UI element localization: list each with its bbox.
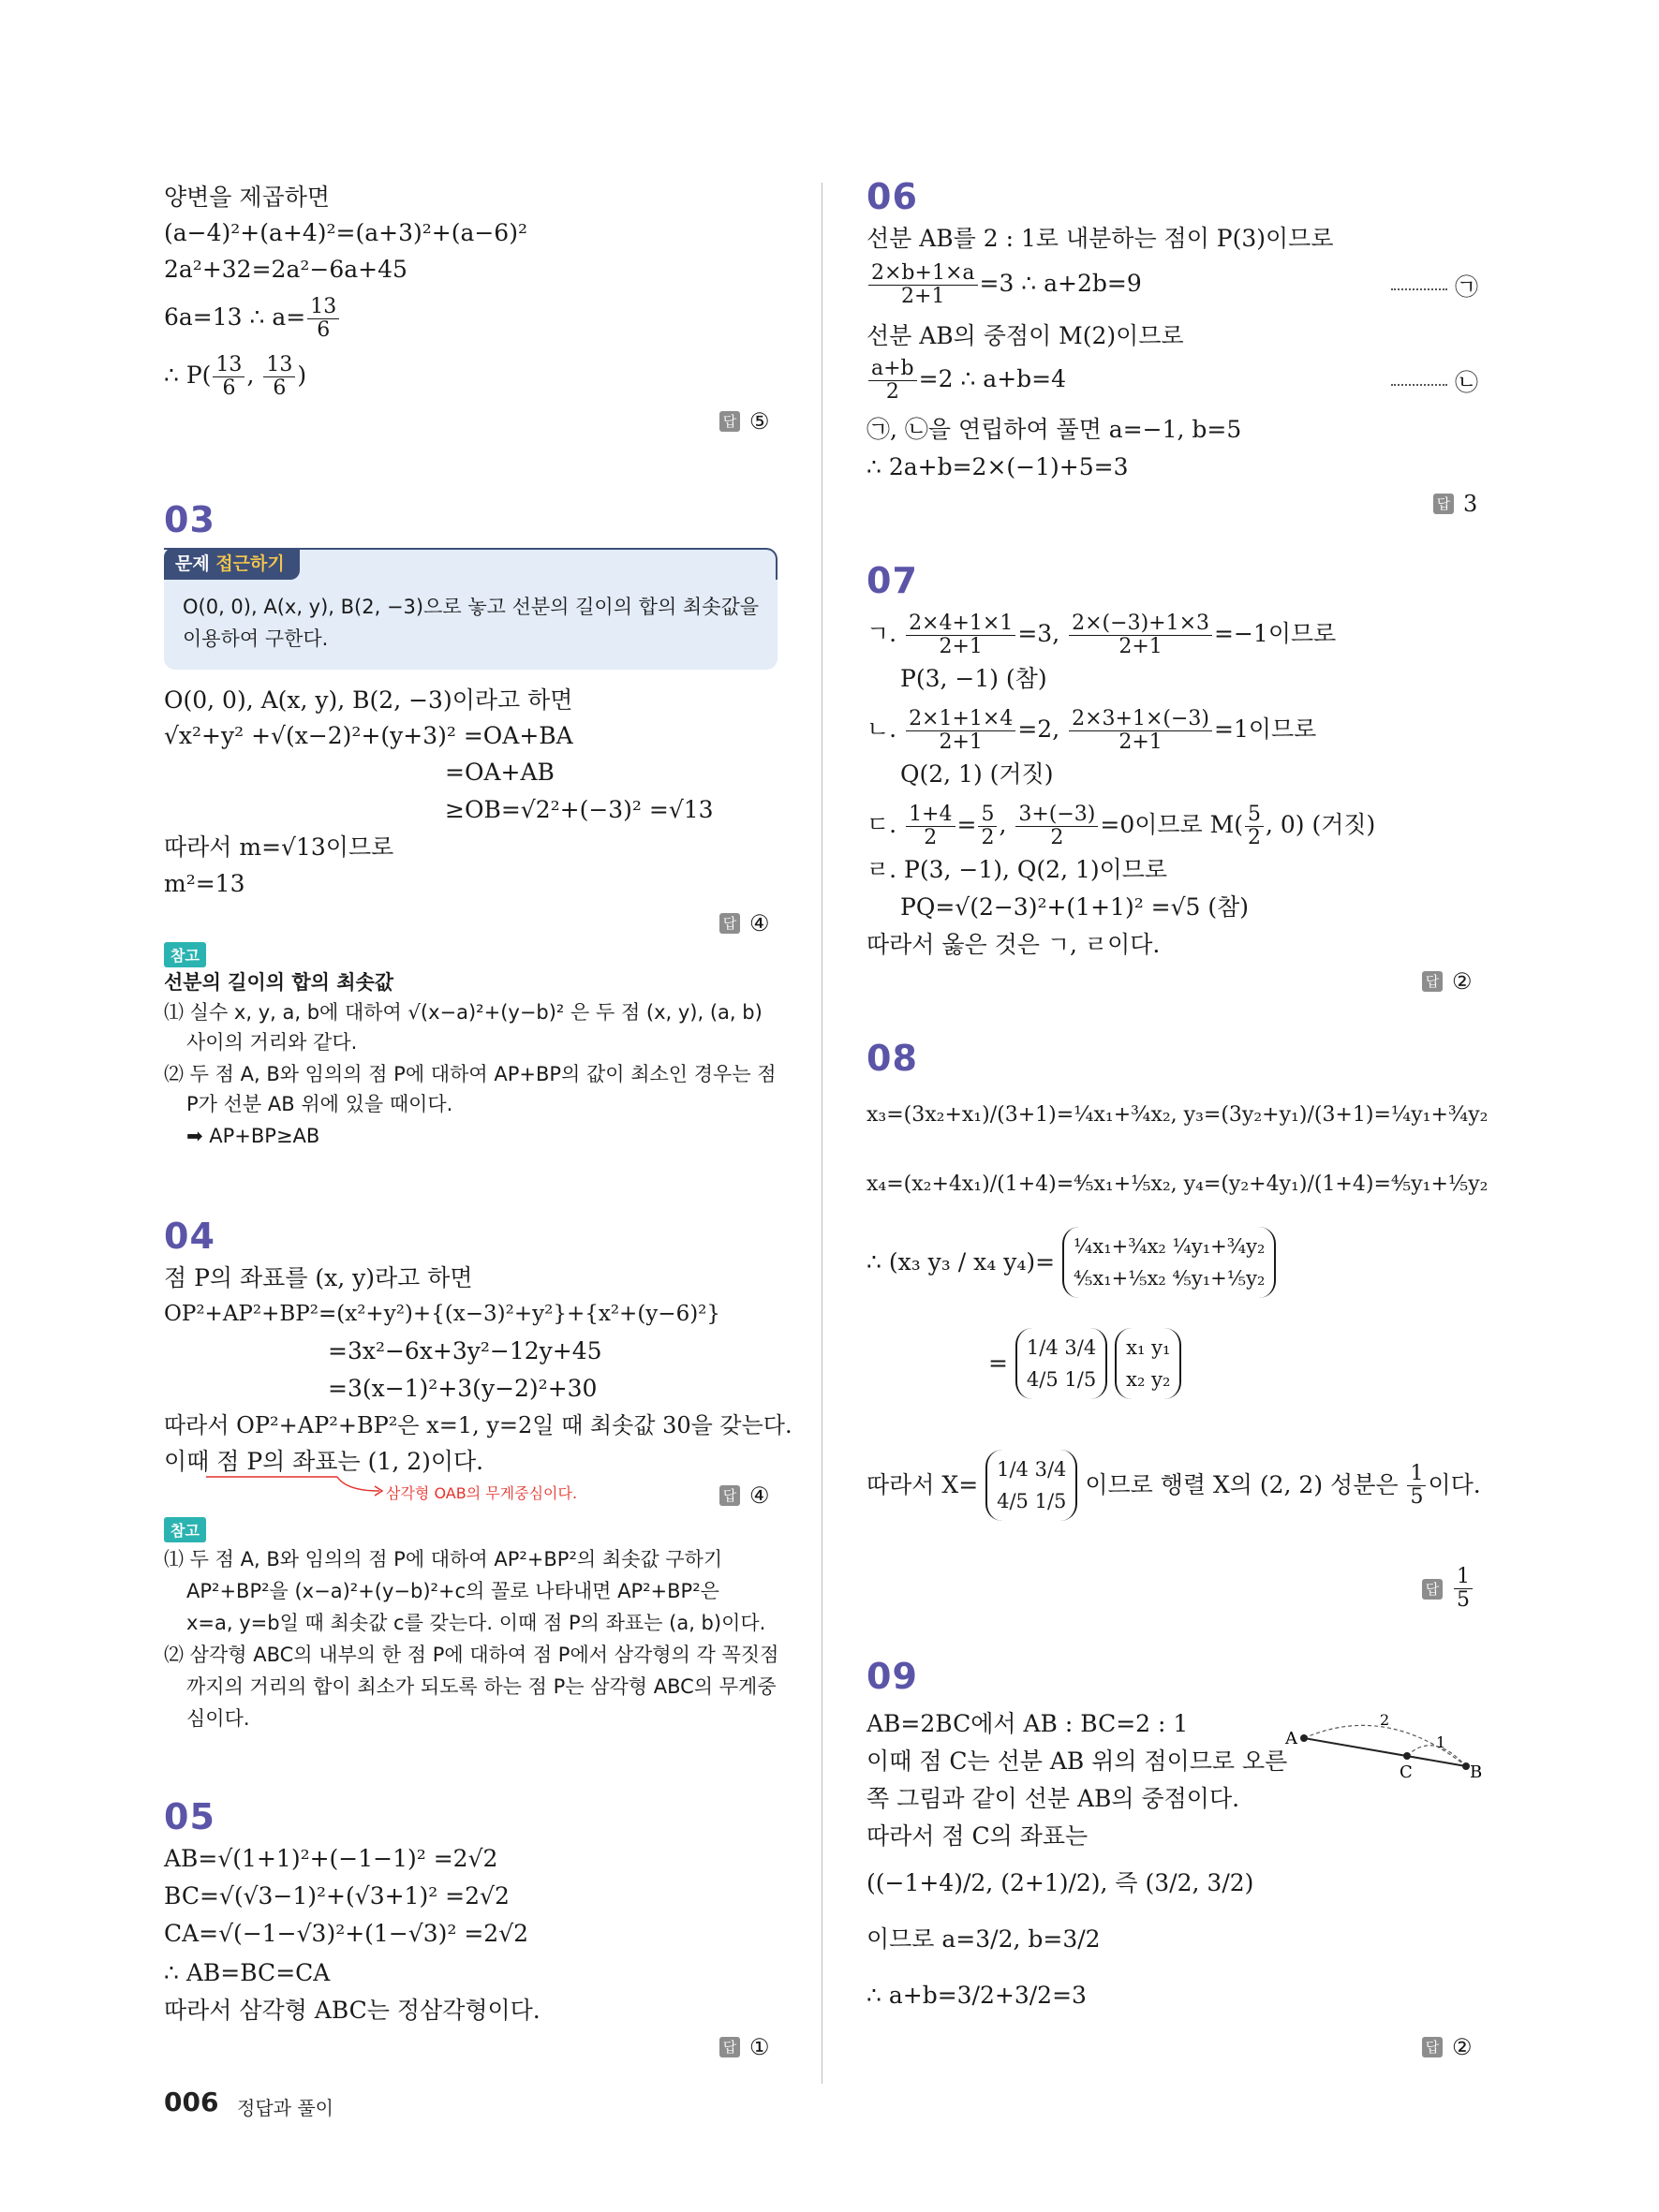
q07-item-d2: PQ=√(2−3)²+(1+1)² =√5 (참)	[900, 893, 1250, 921]
answer-icon: 답	[1422, 2037, 1443, 2057]
q09-line7: ∴ a+b=3/2+3/2=3	[867, 1982, 1087, 2009]
q03-line2: √x²+y² +√(x−2)²+(y+3)² =OA+BA	[164, 722, 573, 749]
q07-number: 07	[867, 560, 918, 601]
q04-ref-2c: 심이다.	[186, 1707, 250, 1730]
q04-number: 04	[164, 1216, 215, 1257]
reference-line-1: ⑴ 실수 x, y, a, b에 대하여 √(x−a)²+(y−b)² 은 두 점 (x, y), (a, b)	[164, 1001, 763, 1024]
approach-text-2: 이용하여 구한다.	[183, 627, 329, 650]
q07-item-a: ㄱ. $\frac{2\times 4+1\times 1}{2+1}$ =3, $\frac{2\times(-3)+1\times 3}{2+1}$ =−1이므로	[867, 612, 1337, 658]
answer-icon: 답	[1433, 494, 1454, 514]
point-a-label: A	[1285, 1729, 1297, 1748]
q06-line3: 선분 AB의 중점이 M(2)이므로	[867, 322, 1184, 349]
q03-number: 03	[164, 499, 215, 540]
approach-box	[164, 548, 778, 670]
q08-answer: 답 $\frac{1}{5}$	[1422, 1566, 1474, 1612]
q07-answer: 답 ②	[1422, 968, 1473, 995]
q05-line5: 따라서 삼각형 ABC는 정삼각형이다.	[164, 1997, 541, 2024]
q04-line5: 따라서 OP²+AP²+BP²은 x=1, y=2일 때 최솟값 30을 갖는다.	[164, 1412, 792, 1438]
q07-item-c: ㄷ. $\frac{1+4}{2}$ = $\frac{5}{2}$ , $\frac{3+(-3)}{2}$ =0이므로 M( $\frac{5}{2}$ , 0) (거짓)	[867, 803, 1376, 849]
reference-line-1b: 사이의 거리와 같다.	[186, 1031, 358, 1054]
q06-marker2: ㉡	[1391, 369, 1478, 397]
q04-line2: OP²+AP²+BP²=(x²+y²)+{(x−3)²+y²}+{x²+(y−6)²}	[164, 1302, 721, 1326]
q09-line2: 이때 점 C는 선분 AB 위의 점이므로 오른	[867, 1747, 1288, 1775]
q04-line3: =3x²−6x+3y²−12y+45	[328, 1337, 602, 1364]
q06-line4: $\frac{a+b}{2}$ =2 ∴ a+b=4	[867, 358, 1066, 404]
q04-line4: =3(x−1)²+3(y−2)²+30	[328, 1375, 598, 1402]
q06-line2: $\frac{2\times b+1\times a}{2+1}$ =3 ∴ a+2b=9	[867, 262, 1142, 308]
length-1-label: 1	[1436, 1733, 1446, 1751]
q09-number: 09	[867, 1656, 918, 1697]
reference-line-3: ➡ AP+BP≥AB	[186, 1125, 320, 1147]
q02-answer: 답 ⑤	[719, 408, 770, 435]
approach-tab: 문제 접근하기	[164, 548, 300, 580]
q03-line5: 따라서 m=√13이므로	[164, 833, 394, 861]
q05-line2: BC=√(√3−1)²+(√3+1)² =2√2	[164, 1882, 510, 1910]
answer-icon: 답	[719, 913, 740, 934]
q03-answer: 답 ④	[719, 910, 770, 936]
q03-line3: =OA+AB	[445, 759, 555, 786]
answer-icon: 답	[719, 411, 740, 432]
q08-conclusion: 따라서 X= 1/4 3/4 4/5 1/5 이므로 행렬 X의 (2, 2) 성분은 $\frac{1}{5}$ 이다.	[867, 1450, 1481, 1521]
q06-answer: 답 3	[1433, 491, 1477, 517]
q09-line4: 따라서 점 C의 좌표는	[867, 1822, 1089, 1850]
q08-matrix-eq2: = 1/4 3/4 4/5 1/5 x₁ y₁ x₂ y₂	[988, 1328, 1181, 1399]
q02-line4: 6a=13 ∴ a= $\frac{13}{6}$	[164, 296, 341, 342]
reference-line-2: ⑵ 두 점 A, B와 임의의 점 P에 대하여 AP+BP의 값이 최소인 경우는 점	[164, 1063, 777, 1085]
q07-item-b: ㄴ. $\frac{2\times 1+1\times 4}{2+1}$ =2, $\frac{2\times 3+1\times(-3)}{2+1}$ =1이므로	[867, 707, 1317, 754]
point-c-label: C	[1400, 1762, 1413, 1782]
q04-line6: 이때 점 P의 좌표는 (1, 2)이다.	[164, 1448, 484, 1475]
q07-item-d1: ㄹ. P(3, −1), Q(2, 1)이므로	[867, 856, 1168, 883]
reference-title: 선분의 길이의 합의 최솟값	[164, 971, 394, 994]
q06-line6: ∴ 2a+b=2×(−1)+5=3	[867, 453, 1129, 480]
q02-line3: 2a²+32=2a²−6a+45	[164, 256, 407, 283]
answer-icon: 답	[719, 1485, 740, 1506]
answer-icon: 답	[719, 2037, 740, 2057]
reference-line-2b: P가 선분 AB 위에 있을 때이다.	[186, 1093, 453, 1115]
q07-item-a2: P(3, −1) (참)	[900, 665, 1047, 692]
q04-ref-1: ⑴ 두 점 A, B와 임의의 점 P에 대하여 AP²+BP²의 최솟값 구하기	[164, 1548, 723, 1571]
q09-answer: 답 ②	[1422, 2034, 1473, 2060]
q07-item-b2: Q(2, 1) (거짓)	[900, 760, 1054, 788]
reference-badge: 참고	[164, 942, 206, 967]
q02-line5: ∴ P( $\frac{13}{6}$ , $\frac{13}{6}$ )	[164, 353, 307, 400]
answer-icon: 답	[1422, 971, 1443, 992]
reference-badge-2: 참고	[164, 1517, 206, 1542]
q03-line4: ≥OB=√2²+(−3)² =√13	[445, 796, 714, 823]
q02-line2: (a−4)²+(a+4)²=(a+3)²+(a−6)²	[164, 219, 527, 246]
segment-figure	[1283, 1712, 1485, 1796]
answer-icon: 답	[1422, 1579, 1443, 1600]
q08-line2: x₄=(x₂+4x₁)/(1+4)=⅘x₁+⅕x₂, y₄=(y₂+4y₁)/(1+4)=⅘y₁+⅕y₂	[867, 1172, 1489, 1196]
footer-title: 정답과 풀이	[237, 2097, 333, 2119]
q02-line1: 양변을 제곱하면	[164, 184, 330, 211]
q04-answer: 답 ④	[719, 1482, 770, 1509]
page-number: 006	[164, 2087, 219, 2117]
q05-number: 05	[164, 1796, 215, 1837]
q05-line4: ∴ AB=BC=CA	[164, 1959, 331, 1986]
centroid-note: 삼각형 OAB의 무게중심이다.	[386, 1484, 578, 1502]
q05-line1: AB=√(1+1)²+(−1−1)² =2√2	[164, 1845, 498, 1872]
q04-ref-1b: AP²+BP²을 (x−a)²+(y−b)²+c의 꼴로 나타내면 AP²+BP²은	[186, 1580, 719, 1602]
q08-matrix-eq1: ∴ (x₃ y₃ / x₄ y₄)= ¼x₁+¾x₂ ¼y₁+¾y₂ ⅘x₁+⅕x₂ ⅘y₁+⅕y₂	[867, 1227, 1276, 1298]
q03-line6: m²=13	[164, 870, 245, 897]
q04-ref-2: ⑵ 삼각형 ABC의 내부의 한 점 P에 대하여 점 P에서 삼각형의 각 꼭짓점	[164, 1644, 779, 1666]
q09-line5: ((−1+4)/2, (2+1)/2), 즉 (3/2, 3/2)	[867, 1869, 1254, 1896]
q06-line1: 선분 AB를 2 : 1로 내분하는 점이 P(3)이므로	[867, 225, 1334, 252]
q04-line1: 점 P의 좌표를 (x, y)라고 하면	[164, 1264, 473, 1291]
approach-text-1: O(0, 0), A(x, y), B(2, −3)으로 놓고 선분의 길이의 합의 최솟값을	[183, 596, 760, 618]
q08-line1: x₃=(3x₂+x₁)/(3+1)=¼x₁+¾x₂, y₃=(3y₂+y₁)/(3+1)=¼y₁+¾y₂	[867, 1103, 1489, 1127]
q03-line1: O(0, 0), A(x, y), B(2, −3)이라고 하면	[164, 686, 573, 714]
q06-number: 06	[867, 176, 918, 217]
q05-line3: CA=√(−1−√3)²+(1−√3)² =2√2	[164, 1920, 529, 1947]
q09-line1: AB=2BC에서 AB : BC=2 : 1	[867, 1710, 1189, 1737]
q08-number: 08	[867, 1038, 918, 1079]
q07-conclusion: 따라서 옳은 것은 ㄱ, ㄹ이다.	[867, 931, 1161, 958]
q09-line6: 이므로 a=3/2, b=3/2	[867, 1925, 1101, 1953]
q05-answer: 답 ①	[719, 2034, 770, 2060]
q06-line5: ㉠, ㉡을 연립하여 풀면 a=−1, b=5	[867, 416, 1242, 443]
q04-ref-1c: x=a, y=b일 때 최솟값 c를 갖는다. 이때 점 P의 좌표는 (a, b)이다.	[186, 1612, 766, 1634]
q06-marker1: ㉠	[1391, 273, 1478, 302]
q09-line3: 쪽 그림과 같이 선분 AB의 중점이다.	[867, 1785, 1240, 1812]
length-2-label: 2	[1380, 1712, 1390, 1729]
q04-ref-2b: 까지의 거리의 합이 최소가 되도록 하는 점 P는 삼각형 ABC의 무게중	[186, 1675, 777, 1698]
point-b-label: B	[1470, 1762, 1483, 1782]
